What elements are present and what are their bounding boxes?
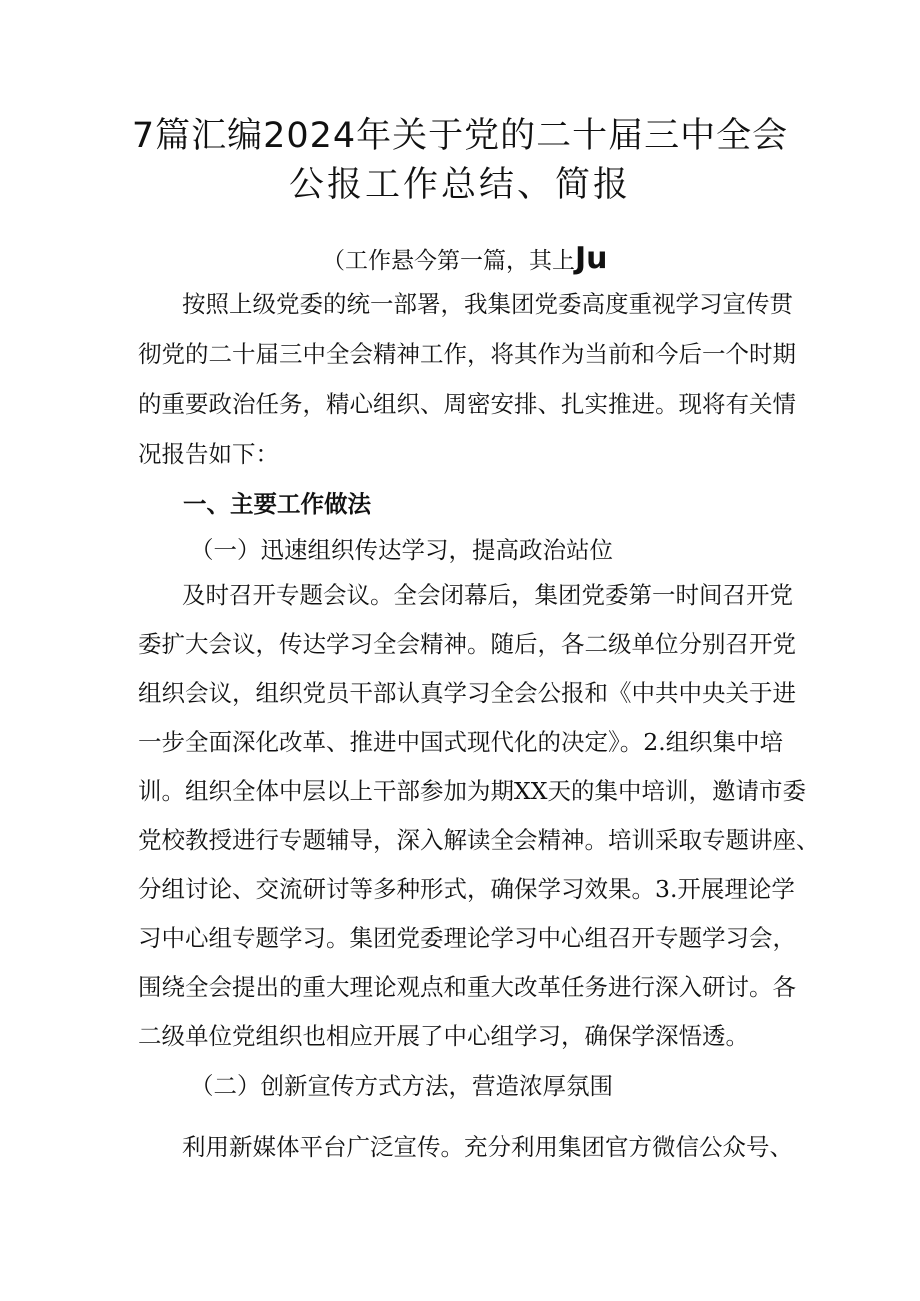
subsection-heading-1: （一）迅速组织传达学习，提高政治站位 — [190, 536, 613, 564]
para1-line-7: 分组讨论、交流研讨等多种形式，确保学习效果。3.开展理论学 — [138, 875, 795, 903]
section-heading-1: 一、主要工作做法 — [183, 490, 371, 518]
para1-line-1: 及时召开专题会议。全会闭幕后，集团党委第一时间召开党 — [182, 581, 793, 609]
subsection-heading-2: （二）创新宣传方式方法，营造浓厚氛围 — [190, 1072, 613, 1100]
para1-line-8: 习中心组专题学习。集团党委理论学习中心组召开专题学习会， — [138, 924, 796, 952]
para1-line-6: 党校教授进行专题辅导，深入解读全会精神。培训采取专题讲座、 — [138, 826, 820, 854]
subtitle-text: （工作悬今第一篇，其上 — [322, 248, 575, 274]
para1-line-4: 一步全面深化改革、推进中国式现代化的决定》。2.组织集中培 — [138, 728, 784, 756]
intro-line-2: 彻党的二十届三中全会精神工作，将其作为当前和今后一个时期 — [138, 340, 796, 368]
document-title-line-2: 公报工作总结、简报 — [288, 165, 631, 205]
para1-line-10: 二级单位党组织也相应开展了中心组学习，确保学深悟透。 — [138, 1022, 749, 1050]
intro-line-4: 况报告如下： — [138, 440, 279, 468]
document-title-line-1: 7篇汇编2024年关于党的二十届三中全会 — [131, 116, 789, 156]
intro-line-1: 按照上级党委的统一部署，我集团党委高度重视学习宣传贯 — [182, 290, 793, 318]
para2-line-1: 利用新媒体平台广泛宣传。充分利用集团官方微信公众号、 — [182, 1133, 793, 1161]
para1-line-9: 围绕全会提出的重大理论观点和重大改革任务进行深入研讨。各 — [138, 973, 796, 1001]
subtitle-tail: Ju — [575, 241, 608, 276]
para1-line-2: 委扩大会议，传达学习全会精神。随后，各二级单位分别召开党 — [138, 630, 796, 658]
document-subtitle — [322, 241, 608, 276]
intro-line-3: 的重要政治任务，精心组织、周密安排、扎实推进。现将有关情 — [138, 390, 796, 418]
para1-line-3: 组织会议，组织党员干部认真学习全会公报和《中共中央关于进 — [138, 679, 796, 707]
para1-line-5: 训。组织全体中层以上干部参加为期XX天的集中培训，邀请市委 — [138, 777, 806, 805]
